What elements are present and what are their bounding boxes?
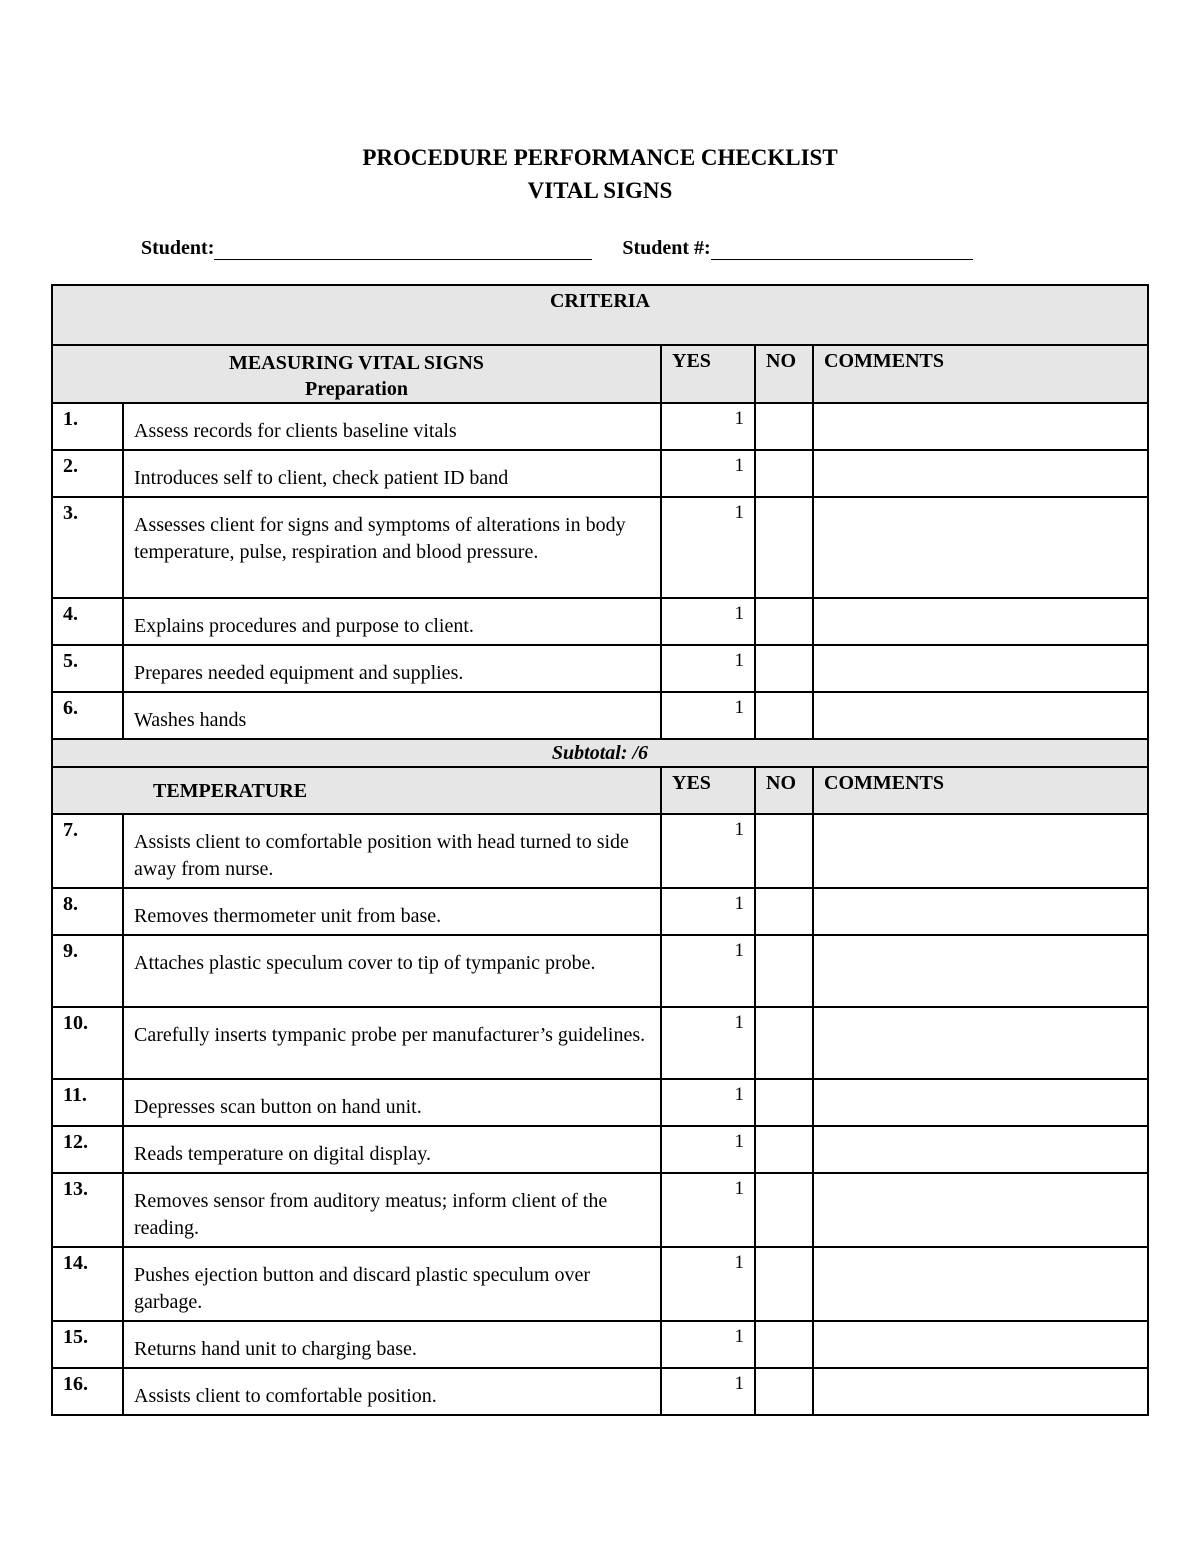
item-description: Explains procedures and purpose to client. bbox=[123, 598, 661, 645]
no-cell[interactable] bbox=[755, 814, 813, 888]
yes-points-cell[interactable]: 1 bbox=[661, 1368, 755, 1415]
yes-points-cell[interactable]: 1 bbox=[661, 1007, 755, 1079]
comments-cell[interactable] bbox=[813, 645, 1148, 692]
no-cell[interactable] bbox=[755, 497, 813, 598]
section1-header-row bbox=[52, 345, 1148, 403]
item-number: 3. bbox=[52, 497, 123, 598]
no-cell[interactable] bbox=[755, 1321, 813, 1368]
table-row bbox=[52, 692, 1148, 739]
table-row bbox=[52, 1247, 1148, 1321]
comments-cell[interactable] bbox=[813, 1007, 1148, 1079]
student-label: Student: bbox=[141, 237, 215, 259]
yes-points-cell[interactable]: 1 bbox=[661, 1321, 755, 1368]
table-row bbox=[52, 403, 1148, 450]
comments-cell[interactable] bbox=[813, 497, 1148, 598]
yes-points-cell[interactable]: 1 bbox=[661, 1126, 755, 1173]
item-description: Removes thermometer unit from base. bbox=[123, 888, 661, 935]
no-cell[interactable] bbox=[755, 403, 813, 450]
yes-points-cell[interactable]: 1 bbox=[661, 403, 755, 450]
yes-points-cell[interactable]: 1 bbox=[661, 935, 755, 1007]
no-cell[interactable] bbox=[755, 888, 813, 935]
criteria-header: CRITERIA bbox=[52, 285, 1148, 345]
table-row bbox=[52, 888, 1148, 935]
item-number: 4. bbox=[52, 598, 123, 645]
no-cell[interactable] bbox=[755, 1007, 813, 1079]
comments-cell[interactable] bbox=[813, 450, 1148, 497]
yes-column-header: YES bbox=[661, 345, 755, 403]
item-number: 7. bbox=[52, 814, 123, 888]
item-description: Pushes ejection button and discard plastic speculum over garbage. bbox=[123, 1247, 661, 1321]
no-cell[interactable] bbox=[755, 1247, 813, 1321]
comments-cell[interactable] bbox=[813, 1173, 1148, 1247]
item-number: 12. bbox=[52, 1126, 123, 1173]
table-row bbox=[52, 814, 1148, 888]
criteria-header-row bbox=[52, 285, 1148, 345]
item-number: 14. bbox=[52, 1247, 123, 1321]
document-subtitle: VITAL SIGNS bbox=[527, 178, 673, 203]
yes-points-cell[interactable]: 1 bbox=[661, 1247, 755, 1321]
no-cell[interactable] bbox=[755, 1079, 813, 1126]
subtotal-row bbox=[52, 739, 1148, 767]
section1-title: MEASURING VITAL SIGNS bbox=[229, 352, 484, 374]
comments-cell[interactable] bbox=[813, 403, 1148, 450]
comments-cell[interactable] bbox=[813, 888, 1148, 935]
comments-column-header: COMMENTS bbox=[813, 345, 1148, 403]
table-row bbox=[52, 497, 1148, 598]
no-cell[interactable] bbox=[755, 450, 813, 497]
item-description: Prepares needed equipment and supplies. bbox=[123, 645, 661, 692]
student-info-line bbox=[141, 233, 973, 260]
item-number: 13. bbox=[52, 1173, 123, 1247]
section2-header-row bbox=[52, 767, 1148, 814]
document-title: PROCEDURE PERFORMANCE CHECKLIST bbox=[362, 145, 838, 170]
yes-points-cell[interactable]: 1 bbox=[661, 598, 755, 645]
item-number: 5. bbox=[52, 645, 123, 692]
item-number: 2. bbox=[52, 450, 123, 497]
comments-cell[interactable] bbox=[813, 1247, 1148, 1321]
item-number: 15. bbox=[52, 1321, 123, 1368]
student-number-label: Student #: bbox=[622, 237, 711, 259]
yes-points-cell[interactable]: 1 bbox=[661, 1173, 755, 1247]
comments-cell[interactable] bbox=[813, 1321, 1148, 1368]
item-description: Carefully inserts tympanic probe per manufacturer’s guidelines. bbox=[123, 1007, 661, 1079]
yes-points-cell[interactable]: 1 bbox=[661, 692, 755, 739]
no-cell[interactable] bbox=[755, 692, 813, 739]
no-cell[interactable] bbox=[755, 935, 813, 1007]
item-number: 1. bbox=[52, 403, 123, 450]
yes-points-cell[interactable]: 1 bbox=[661, 814, 755, 888]
item-number: 10. bbox=[52, 1007, 123, 1079]
yes-points-cell[interactable]: 1 bbox=[661, 450, 755, 497]
table-row bbox=[52, 1079, 1148, 1126]
item-description: Assess records for clients baseline vitals bbox=[123, 403, 661, 450]
no-column-header: NO bbox=[755, 767, 813, 814]
yes-points-cell[interactable]: 1 bbox=[661, 1079, 755, 1126]
table-row bbox=[52, 1173, 1148, 1247]
item-number: 11. bbox=[52, 1079, 123, 1126]
checklist-table bbox=[51, 284, 1149, 1416]
comments-cell[interactable] bbox=[813, 692, 1148, 739]
item-description: Removes sensor from auditory meatus; inform client of the reading. bbox=[123, 1173, 661, 1247]
comments-cell[interactable] bbox=[813, 1368, 1148, 1415]
item-description: Assists client to comfortable position with head turned to side away from nurse. bbox=[123, 814, 661, 888]
item-description: Introduces self to client, check patient ID band bbox=[123, 450, 661, 497]
yes-points-cell[interactable]: 1 bbox=[661, 497, 755, 598]
no-cell[interactable] bbox=[755, 1126, 813, 1173]
comments-cell[interactable] bbox=[813, 935, 1148, 1007]
section2-header: TEMPERATURE bbox=[52, 767, 661, 814]
no-cell[interactable] bbox=[755, 1173, 813, 1247]
item-description: Washes hands bbox=[123, 692, 661, 739]
item-description: Assists client to comfortable position. bbox=[123, 1368, 661, 1415]
comments-cell[interactable] bbox=[813, 1079, 1148, 1126]
item-number: 8. bbox=[52, 888, 123, 935]
student-name-blank[interactable] bbox=[214, 233, 592, 260]
no-column-header: NO bbox=[755, 345, 813, 403]
yes-column-header: YES bbox=[661, 767, 755, 814]
item-description: Depresses scan button on hand unit. bbox=[123, 1079, 661, 1126]
table-row bbox=[52, 1321, 1148, 1368]
table-row bbox=[52, 935, 1148, 1007]
comments-cell[interactable] bbox=[813, 598, 1148, 645]
comments-cell[interactable] bbox=[813, 814, 1148, 888]
table-row bbox=[52, 1126, 1148, 1173]
no-cell[interactable] bbox=[755, 1368, 813, 1415]
item-number: 9. bbox=[52, 935, 123, 1007]
comments-cell[interactable] bbox=[813, 1126, 1148, 1173]
item-number: 16. bbox=[52, 1368, 123, 1415]
yes-points-cell[interactable]: 1 bbox=[661, 888, 755, 935]
item-description: Attaches plastic speculum cover to tip of tympanic probe. bbox=[123, 935, 661, 1007]
table-row bbox=[52, 1368, 1148, 1415]
table-row bbox=[52, 598, 1148, 645]
item-description: Reads temperature on digital display. bbox=[123, 1126, 661, 1173]
student-number-blank[interactable] bbox=[711, 233, 973, 260]
table-row bbox=[52, 450, 1148, 497]
item-description: Assesses client for signs and symptoms of alterations in body temperature, pulse, respiration and blood pressure. bbox=[123, 497, 661, 598]
table-row bbox=[52, 645, 1148, 692]
yes-points-cell[interactable]: 1 bbox=[661, 645, 755, 692]
no-cell[interactable] bbox=[755, 598, 813, 645]
subtotal-cell: Subtotal: /6 bbox=[52, 739, 1148, 767]
table-row bbox=[52, 1007, 1148, 1079]
section1-subtitle: Preparation bbox=[305, 378, 408, 400]
item-number: 6. bbox=[52, 692, 123, 739]
no-cell[interactable] bbox=[755, 645, 813, 692]
item-description: Returns hand unit to charging base. bbox=[123, 1321, 661, 1368]
comments-column-header: COMMENTS bbox=[813, 767, 1148, 814]
section1-header bbox=[52, 345, 661, 403]
